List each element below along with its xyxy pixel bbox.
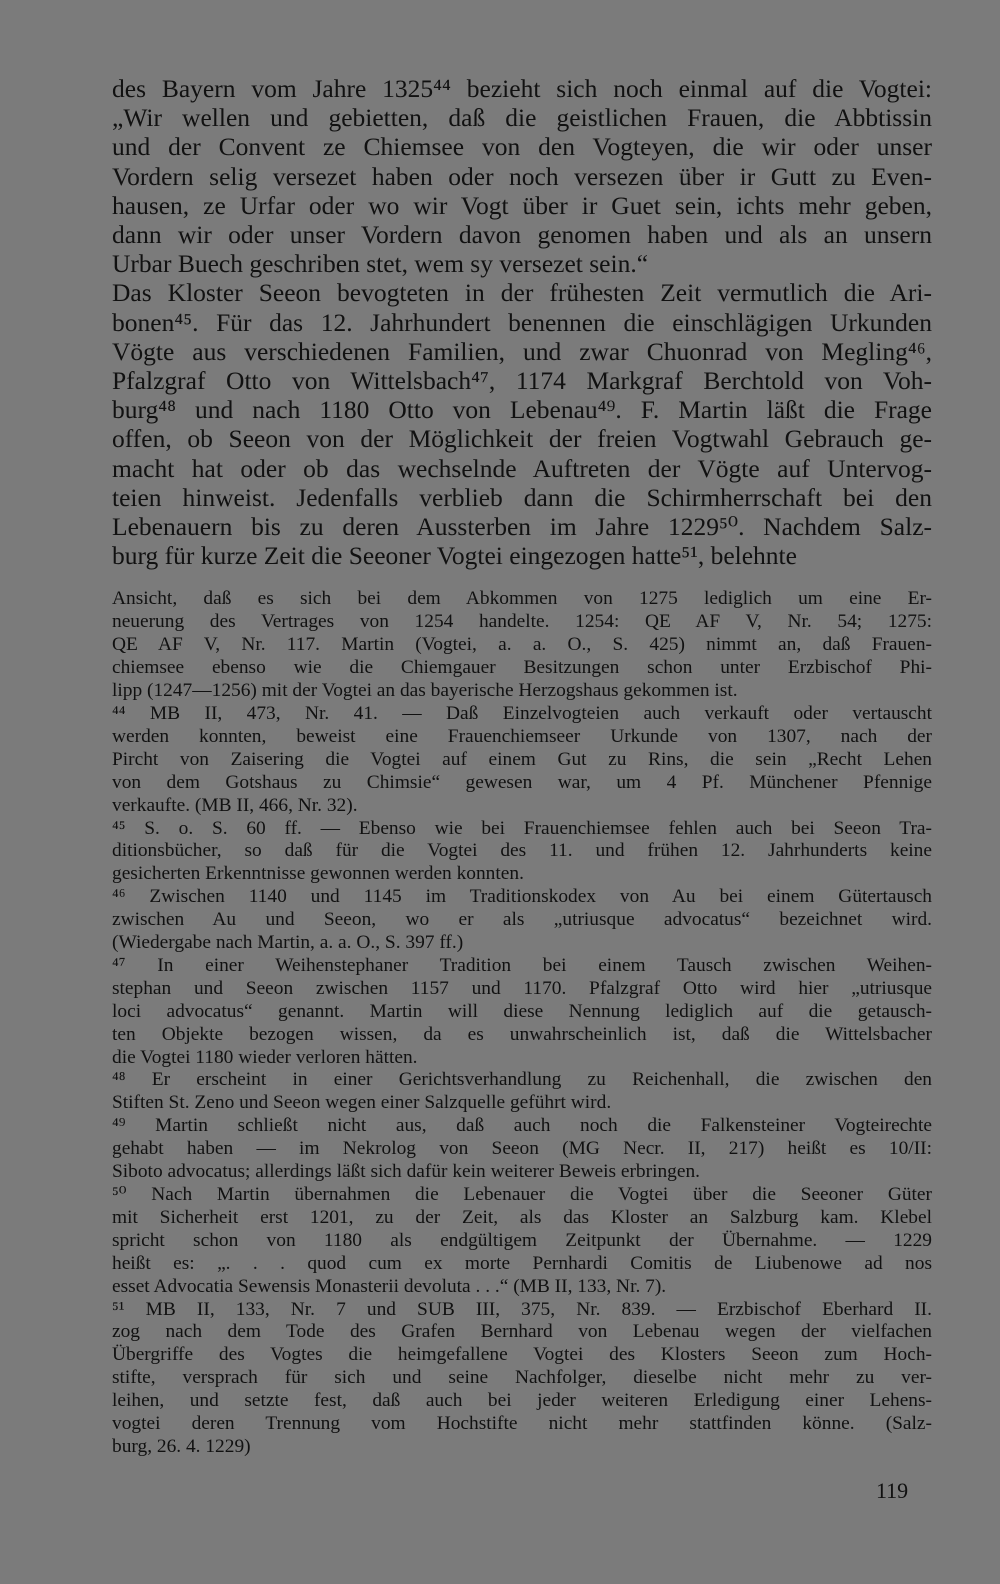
footnote-line: zwischen Au und Seeon, wo er als „utriusque advocatus“ bezeichnet wird. — [112, 909, 932, 931]
main-text — [112, 74, 932, 570]
text-line: teien hinweist. Jedenfalls verblieb dann die Schirmherrschaft bei den — [112, 482, 932, 512]
footnote-line: ditionsbücher, so daß für die Vogtei des 11. und frühen 12. Jahrhunderts keine — [112, 840, 932, 862]
text-line: offen, ob Seeon von der Möglichkeit der freien Vogtwahl Gebrauch ge- — [112, 424, 932, 454]
text-line: Vögte aus verschiedenen Familien, und zwar Chuonrad von Megling⁴⁶, — [112, 336, 932, 366]
text-line: bonen⁴⁵. Für das 12. Jahrhundert benennen die einschlägigen Urkunden — [112, 307, 932, 337]
text-line: burg für kurze Zeit die Seeoner Vogtei eingezogen hatte⁵¹, belehnte — [112, 541, 797, 571]
text-line: „Wir wellen und gebietten, daß die geistlichen Frauen, die Abbtissin — [112, 103, 932, 133]
footnote-line: verkaufte. (MB II, 466, Nr. 32). — [112, 794, 358, 816]
footnotes — [112, 588, 932, 1458]
footnote-line: burg, 26. 4. 1229) — [112, 1435, 251, 1457]
footnote-line: zog nach dem Tode des Grafen Bernhard von Lebenau wegen der vielfachen — [112, 1321, 932, 1343]
text-line: burg⁴⁸ und nach 1180 Otto von Lebenau⁴⁹. F. Martin läßt die Frage — [112, 395, 932, 425]
footnote-line: werden konnten, beweist eine Frauenchiemseer Urkunde von 1307, nach der — [112, 725, 932, 747]
text-line: dann wir oder unser Vordern davon genomen haben und als an unsern — [112, 220, 932, 250]
footnote-line: (Wiedergabe nach Martin, a. a. O., S. 397 ff.) — [112, 932, 464, 954]
footnote-line: ten Objekte bezogen wissen, da es unwahrscheinlich ist, daß die Wittelsbacher — [112, 1023, 932, 1045]
footnote-line: mit Sicherheit erst 1201, zu der Zeit, als das Kloster an Salzburg kam. Klebel — [112, 1206, 932, 1228]
footnote-line: ⁴⁹ Martin schließt nicht aus, daß auch noch die Falkensteiner Vogteirechte — [112, 1115, 932, 1137]
footnote-line: gehabt haben — im Nekrolog von Seeon (MG Necr. II, 217) heißt es 10/II: — [112, 1138, 932, 1160]
footnote-line: QE AF V, Nr. 117. Martin (Vogtei, a. a. O., S. 425) nimmt an, daß Frauen- — [112, 634, 932, 656]
footnote-line: von dem Gotshaus zu Chimsie“ gewesen war, um 4 Pf. Münchener Pfennige — [112, 771, 932, 793]
footnote-line: spricht schon von 1180 als endgültigem Zeitpunkt der Übernahme. — 1229 — [112, 1229, 932, 1251]
footnote-line: chiemsee ebenso wie die Chiemgauer Besitzungen schon unter Erzbischof Phi- — [112, 657, 932, 679]
text-line: Das Kloster Seeon bevogteten in der frühesten Zeit vermutlich die Ari- — [112, 278, 932, 308]
footnote-line: ⁵¹ MB II, 133, Nr. 7 und SUB III, 375, Nr. 839. — Erzbischof Eberhard II. — [112, 1298, 932, 1320]
footnote-line: heißt es: „. . . quod cum ex morte Pernhardi Comitis de Liubenowe ad nos — [112, 1252, 932, 1274]
footnote-line: Stiften St. Zeno und Seeon wegen einer Salzquelle geführt wird. — [112, 1092, 612, 1114]
footnote-line: ⁴⁸ Er erscheint in einer Gerichtsverhandlung zu Reichenhall, die zwischen den — [112, 1069, 932, 1091]
footnote-line: ⁴⁷ In einer Weihenstephaner Tradition bei einem Tausch zwischen Weihen- — [112, 954, 932, 976]
footnote-line: Übergriffe des Vogtes die heimgefallene Vogtei des Klosters Seeon zum Hoch- — [112, 1344, 932, 1366]
footnote-line: Ansicht, daß es sich bei dem Abkommen von 1275 lediglich um eine Er- — [112, 588, 932, 610]
footnote-line: stifte, versprach für sich und seine Nachfolger, dieselbe nicht mehr zu ver- — [112, 1367, 932, 1389]
text-line: Vordern selig versezet haben oder noch versezen über ir Gutt zu Even- — [112, 161, 932, 191]
footnote-line: Siboto advocatus; allerdings läßt sich dafür kein weiterer Beweis erbringen. — [112, 1161, 701, 1183]
footnote-line: loci advocatus“ genannt. Martin will diese Nennung lediglich auf die getausch- — [112, 1000, 932, 1022]
text-line: Urbar Buech geschriben stet, wem sy versezet sein.“ — [112, 249, 649, 279]
footnote-line: leihen, und setzte fest, daß auch bei jeder weiteren Erledigung einer Lehens- — [112, 1390, 932, 1412]
footnote-line: gesicherten Erkenntnisse gewonnen werden konnten. — [112, 863, 524, 885]
text-line: hausen, ze Urfar oder wo wir Vogt über ir Guet sein, ichts mehr geben, — [112, 190, 932, 220]
footnote-line: lipp (1247—1256) mit der Vogtei an das bayerische Herzogshaus gekommen ist. — [112, 680, 738, 702]
text-line: und der Convent ze Chiemsee von den Vogteyen, die wir oder unser — [112, 132, 932, 162]
text-line: macht hat oder ob das wechselnde Auftreten der Vögte auf Untervog- — [112, 453, 932, 483]
footnote-line: vogtei deren Trennung vom Hochstifte nicht mehr stattfinden könne. (Salz- — [112, 1413, 932, 1435]
text-line: Lebenauern bis zu deren Aussterben im Jahre 1229⁵⁰. Nachdem Salz- — [112, 512, 932, 542]
footnote-line: esset Advocatia Sewensis Monasterii devoluta . . .“ (MB II, 133, Nr. 7). — [112, 1275, 667, 1297]
footnote-line: ⁴⁴ MB II, 473, Nr. 41. — Daß Einzelvogteien auch verkauft oder vertauscht — [112, 702, 932, 724]
text-line: Pfalzgraf Otto von Wittelsbach⁴⁷, 1174 Markgraf Berchtold von Voh- — [112, 366, 932, 396]
footnote-line: die Vogtei 1180 wieder verloren hätten. — [112, 1046, 418, 1068]
footnote-line: ⁴⁵ S. o. S. 60 ff. — Ebenso wie bei Frauenchiemsee fehlen auch bei Seeon Tra- — [112, 817, 932, 839]
footnote-line: ⁴⁶ Zwischen 1140 und 1145 im Traditionskodex von Au bei einem Gütertausch — [112, 886, 932, 908]
document-page — [112, 74, 932, 1459]
footnote-line: neuerung des Vertrages von 1254 handelte. 1254: QE AF V, Nr. 54; 1275: — [112, 611, 932, 633]
footnote-line: ⁵⁰ Nach Martin übernahmen die Lebenauer die Vogtei über die Seeoner Güter — [112, 1184, 932, 1206]
footnote-line: stephan und Seeon zwischen 1157 und 1170. Pfalzgraf Otto wird hier „utriusque — [112, 977, 932, 999]
footnote-line: Pircht von Zaisering die Vogtei auf einem Gut zu Rins, die sein „Recht Lehen — [112, 748, 932, 770]
page-number: 119 — [876, 1478, 909, 1503]
text-line: des Bayern vom Jahre 1325⁴⁴ bezieht sich noch einmal auf die Vogtei: — [112, 74, 932, 103]
